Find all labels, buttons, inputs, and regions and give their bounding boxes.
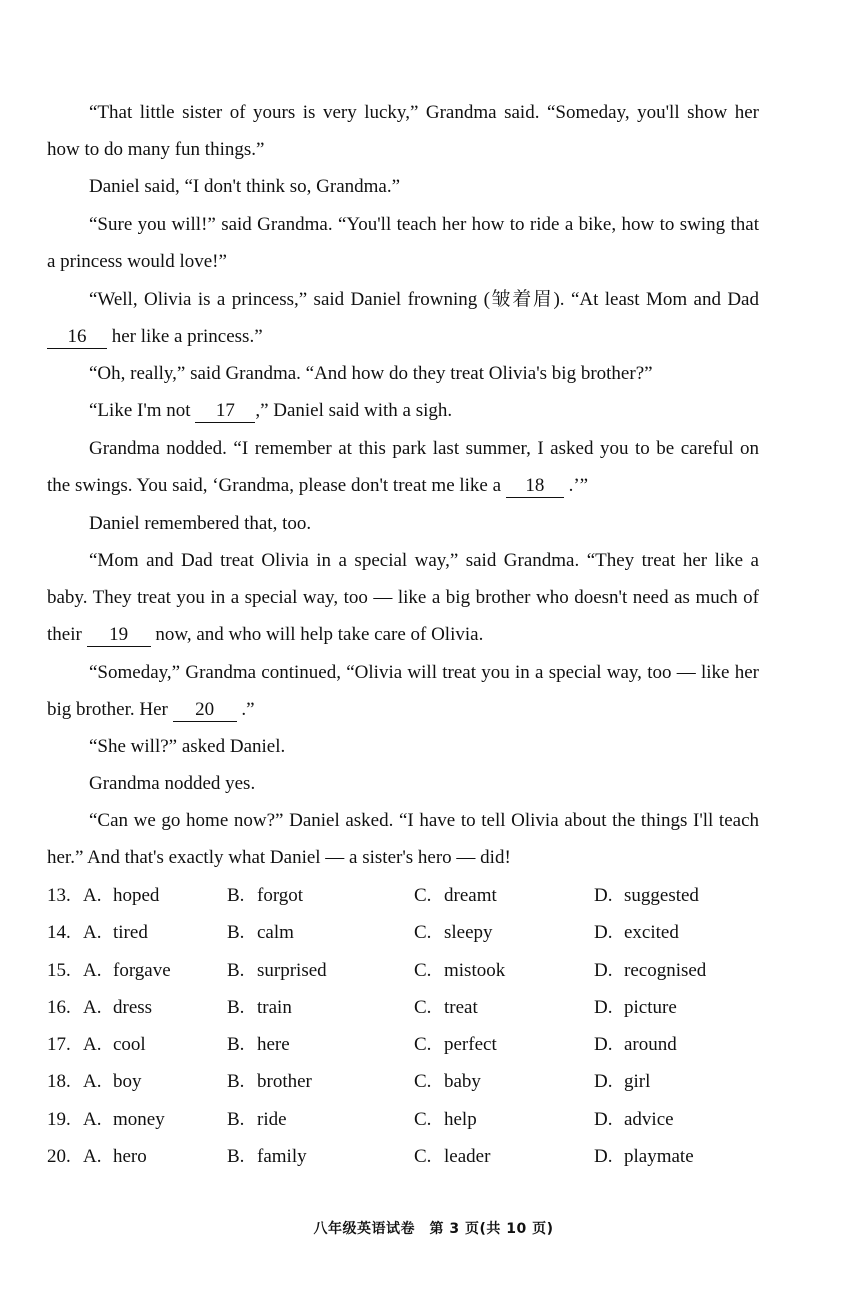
paragraph-text-before: “Someday,” Grandma continued, “Olivia will treat you in a special way, too — like her big brother. Her: [47, 662, 759, 721]
passage-paragraph-4: [47, 281, 759, 355]
option-letter: D.: [594, 996, 613, 1018]
option-letter: A.: [83, 1108, 102, 1130]
option-b: [227, 952, 327, 989]
option-letter: C.: [414, 885, 432, 906]
option-text: baby: [444, 1071, 481, 1093]
option-c: [414, 1063, 481, 1100]
blank-16: 16: [47, 326, 107, 349]
option-letter: B.: [227, 1146, 245, 1168]
passage-paragraph-8: [47, 505, 759, 542]
paragraph-text-after: now, and who will help take care of Olivia.: [155, 624, 484, 646]
option-letter: C.: [414, 959, 432, 981]
option-text: cool: [113, 1034, 146, 1056]
passage-paragraph-6: [47, 392, 759, 429]
option-text: forgot: [257, 885, 304, 906]
option-b: [227, 1101, 287, 1138]
option-c: [414, 1026, 497, 1063]
option-text: sleepy: [444, 922, 493, 944]
question-number: 17.: [47, 1034, 71, 1056]
option-c: [414, 914, 493, 951]
option-text: surprised: [257, 959, 327, 981]
option-a: [83, 1063, 142, 1100]
passage-paragraph-2: [47, 168, 759, 205]
option-letter: A.: [83, 885, 102, 906]
passage-paragraph-7: [47, 430, 759, 504]
blank-20: 20: [173, 699, 237, 722]
option-letter: C.: [414, 1034, 432, 1056]
option-a: [83, 1138, 147, 1175]
paragraph-text-before: “Mom and Dad treat Olivia in a special way,” said Grandma. “They treat her like a baby. They treat you in a special way, too — like a big brother who doesn't need as much of their: [47, 550, 759, 646]
passage-paragraph-9: [47, 542, 759, 654]
option-letter: A.: [83, 922, 102, 944]
option-c: [414, 1138, 490, 1175]
option-d: [594, 1101, 674, 1138]
option-text: here: [257, 1034, 290, 1056]
option-text: excited: [624, 922, 679, 944]
option-letter: D.: [594, 1034, 613, 1056]
option-text: leader: [444, 1146, 491, 1168]
question-row: [47, 914, 759, 951]
option-b: [227, 989, 292, 1026]
question-number: 18.: [47, 1071, 71, 1093]
paragraph-text: “Oh, really,” said Grandma. “And how do they treat Olivia's big brother?”: [89, 363, 653, 384]
blank-18: 18: [506, 475, 564, 498]
passage-paragraph-11: [47, 728, 759, 765]
option-text: hero: [113, 1146, 147, 1168]
option-d: [594, 989, 677, 1026]
paragraph-text-after: .’”: [568, 475, 589, 497]
option-letter: B.: [227, 1108, 245, 1130]
option-c: [414, 1101, 477, 1138]
passage-paragraph-12: [47, 765, 759, 802]
paragraph-text-before: “Well, Olivia is a princess,” said Daniel frowning (皱着眉). “At least Mom and Dad: [89, 289, 759, 310]
option-b: [227, 1026, 290, 1063]
option-d: [594, 1063, 650, 1100]
blank-19: 19: [87, 624, 151, 647]
paragraph-text: “That little sister of yours is very lucky,” Grandma said. “Someday, you'll show her how to do many fun things.”: [47, 102, 759, 161]
blank-17: 17: [195, 400, 255, 423]
option-text: treat: [444, 996, 478, 1018]
paragraph-text: “She will?” asked Daniel.: [89, 736, 286, 757]
passage-paragraph-1: [47, 94, 759, 168]
option-text: brother: [257, 1071, 312, 1093]
option-letter: D.: [594, 922, 613, 944]
option-letter: A.: [83, 1071, 102, 1093]
option-letter: B.: [227, 1034, 245, 1056]
option-c: [414, 989, 478, 1026]
option-letter: B.: [227, 959, 245, 981]
option-text: dreamt: [444, 885, 497, 906]
question-row: [47, 1063, 759, 1100]
paragraph-text-after: .”: [241, 699, 255, 721]
option-text: mistook: [444, 959, 506, 981]
paragraph-text: Daniel remembered that, too.: [89, 513, 312, 534]
option-text: boy: [113, 1071, 142, 1093]
question-number: 14.: [47, 922, 71, 944]
page-footer: 八年级英语试卷 第 3 页(共 10 页): [313, 1221, 554, 1237]
option-a: [83, 952, 171, 989]
option-text: tired: [113, 922, 148, 944]
option-text: playmate: [624, 1146, 694, 1168]
option-letter: C.: [414, 1108, 432, 1130]
option-text: family: [257, 1146, 307, 1168]
option-text: hoped: [113, 885, 160, 906]
answer-options: [47, 877, 759, 1175]
option-letter: D.: [594, 959, 613, 981]
option-b: [227, 1138, 307, 1175]
option-d: [594, 1026, 677, 1063]
option-b: [227, 1063, 312, 1100]
option-text: suggested: [624, 885, 699, 906]
option-letter: B.: [227, 996, 245, 1018]
passage-paragraph-13: [47, 802, 759, 876]
option-letter: A.: [83, 959, 102, 981]
option-letter: D.: [594, 1071, 613, 1093]
option-b: [227, 914, 294, 951]
option-letter: D.: [594, 885, 613, 906]
question-row: [47, 1101, 759, 1138]
option-letter: C.: [414, 1071, 432, 1093]
option-letter: C.: [414, 922, 432, 944]
option-letter: C.: [414, 996, 432, 1018]
option-text: ride: [257, 1108, 287, 1130]
paragraph-text: Daniel said, “I don't think so, Grandma.”: [89, 176, 401, 197]
option-text: advice: [624, 1108, 674, 1130]
option-letter: C.: [414, 1146, 432, 1168]
question-row: [47, 877, 759, 914]
option-letter: A.: [83, 1146, 102, 1168]
option-a: [83, 1101, 165, 1138]
question-number: 13.: [47, 885, 71, 906]
option-letter: D.: [594, 1108, 613, 1130]
option-letter: D.: [594, 1146, 613, 1168]
option-text: calm: [257, 922, 294, 944]
option-text: around: [624, 1034, 677, 1056]
paragraph-text-before: Grandma nodded. “I remember at this park last summer, I asked you to be careful on the swings. You said, ‘Grandma, please don't treat me like a: [47, 438, 759, 497]
option-d: [594, 877, 699, 914]
paragraph-text-before: “Like I'm not: [89, 400, 191, 421]
passage-paragraph-10: [47, 654, 759, 728]
question-number: 15.: [47, 959, 71, 981]
option-text: picture: [624, 996, 677, 1018]
option-d: [594, 914, 679, 951]
option-text: help: [444, 1108, 477, 1130]
option-text: recognised: [624, 959, 707, 981]
option-text: girl: [624, 1071, 651, 1093]
option-a: [83, 914, 148, 951]
question-number: 20.: [47, 1146, 71, 1168]
question-row: [47, 1026, 759, 1063]
option-text: forgave: [113, 959, 171, 981]
option-text: dress: [113, 996, 153, 1018]
paragraph-text: Grandma nodded yes.: [89, 773, 256, 794]
passage-paragraph-5: [47, 355, 759, 392]
option-letter: B.: [227, 1071, 245, 1093]
option-d: [594, 952, 706, 989]
option-text: perfect: [444, 1034, 497, 1056]
option-b: [227, 877, 303, 914]
question-row: [47, 989, 759, 1026]
option-letter: B.: [227, 885, 245, 906]
paragraph-text: “Sure you will!” said Grandma. “You'll teach her how to ride a bike, how to swing that a princess would love!”: [47, 214, 759, 273]
option-c: [414, 952, 505, 989]
question-number: 16.: [47, 996, 71, 1018]
option-c: [414, 877, 497, 914]
option-a: [83, 877, 159, 914]
question-row: [47, 1138, 759, 1175]
option-letter: A.: [83, 1034, 102, 1056]
paragraph-text-after: her like a princess.”: [111, 326, 263, 348]
paragraph-text: “Can we go home now?” Daniel asked. “I have to tell Olivia about the things I'll teach her.” And that's exactly what Daniel — a sister's hero — did!: [47, 810, 759, 869]
passage-paragraph-3: [47, 206, 759, 280]
option-d: [594, 1138, 694, 1175]
question-number: 19.: [47, 1108, 71, 1130]
option-letter: B.: [227, 922, 245, 944]
option-a: [83, 989, 152, 1026]
option-text: money: [113, 1108, 165, 1130]
paragraph-text-after: ,” Daniel said with a sigh.: [255, 400, 453, 421]
option-letter: A.: [83, 996, 102, 1018]
question-row: [47, 952, 759, 989]
option-text: train: [257, 996, 292, 1018]
option-a: [83, 1026, 146, 1063]
